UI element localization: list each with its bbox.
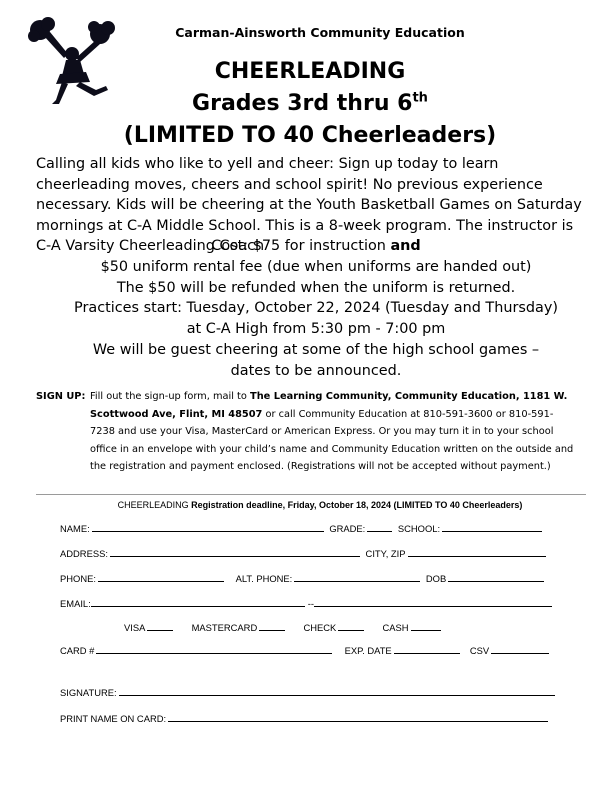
csv-field[interactable] <box>491 644 549 654</box>
card-number-label: CARD # <box>60 645 95 656</box>
alt-phone-label: ALT. PHONE: <box>235 573 293 584</box>
school-label: SCHOOL: <box>397 523 441 534</box>
email-separator: -- <box>307 598 314 609</box>
practice-location-line: at C-A High from 5:30 pm - 7:00 pm <box>186 321 446 338</box>
mastercard-label: MASTERCARD <box>191 622 258 633</box>
email-field-part-2[interactable] <box>314 597 552 607</box>
signup-body <box>90 406 590 476</box>
csv-label: CSV <box>469 645 490 656</box>
address-field[interactable] <box>110 547 360 557</box>
form-row-print-name <box>60 712 551 724</box>
grades-superscript: th <box>412 90 428 106</box>
form-row-email <box>60 597 555 609</box>
card-number-field[interactable] <box>96 644 332 654</box>
school-field[interactable] <box>442 522 542 532</box>
exp-date-field[interactable] <box>394 644 460 654</box>
form-row-name <box>60 522 545 534</box>
registration-deadline <box>60 500 580 510</box>
divider <box>36 494 586 495</box>
limit-heading: (LIMITED TO 40 Cheerleaders) <box>123 123 497 148</box>
address-label: ADDRESS: <box>60 548 108 559</box>
refund-line: The $50 will be refunded when the uniform is returned. <box>116 279 516 296</box>
cash-checkbox[interactable] <box>411 621 441 631</box>
phone-label: PHONE: <box>60 573 96 584</box>
signup-text-2: or call Community Education at 810-591-3600 or 810-591- <box>262 408 554 420</box>
signup-label: SIGN UP: <box>36 391 86 402</box>
deadline-text: Registration deadline, Friday, October 18, 2024 (LIMITED TO 40 Cheerleaders) <box>191 500 523 510</box>
signup-line-2 <box>90 406 590 424</box>
check-label: CHECK <box>303 622 337 633</box>
alt-phone-field[interactable] <box>294 572 420 582</box>
email-label: EMAIL: <box>60 598 91 609</box>
visa-checkbox[interactable] <box>147 621 173 631</box>
cost-line <box>60 236 572 257</box>
exp-date-label: EXP. DATE <box>344 645 392 656</box>
grade-field[interactable] <box>367 522 392 532</box>
mailing-address-2: Scottwood Ave, Flint, MI 48507 <box>90 408 263 420</box>
form-row-phone <box>60 572 547 584</box>
signup-text-1: Fill out the sign-up form, mail to <box>90 391 251 402</box>
dob-label: DOB <box>425 573 447 584</box>
email-field-part-1[interactable] <box>91 597 305 607</box>
cost-and: and <box>390 238 421 254</box>
form-row-address <box>60 547 549 559</box>
signature-label: SIGNATURE: <box>60 687 117 698</box>
practice-start-line: Practices start: Tuesday, October 22, 2024 (Tuesday and Thursday) <box>74 300 558 317</box>
mailing-address-1: The Learning Community, Community Education, 1181 W. <box>250 391 568 402</box>
grade-label: GRADE: <box>329 523 366 534</box>
signup-line-3: 7238 and use your Visa, MasterCard or American Express. Or you may turn it in to your school <box>90 426 554 438</box>
signup-line-4: office in an envelope with your child’s name and Community Education written on the outside and <box>90 443 574 455</box>
dob-field[interactable] <box>448 572 544 582</box>
phone-field[interactable] <box>98 572 224 582</box>
signup-line-5: the registration and payment enclosed. (Registrations will not be accepted without payment.) <box>90 461 551 473</box>
organization-name: Carman-Ainsworth Community Education <box>175 25 465 40</box>
check-checkbox[interactable] <box>338 621 364 631</box>
name-field[interactable] <box>92 522 324 532</box>
dates-line: dates to be announced. <box>230 362 402 379</box>
mastercard-checkbox[interactable] <box>259 621 285 631</box>
form-row-signature <box>60 686 558 698</box>
form-row-card <box>60 644 552 656</box>
form-row-payment <box>124 621 444 633</box>
cost-text: Cost: $75 for instruction <box>211 238 391 254</box>
uniform-fee-line: $50 uniform rental fee (due when uniforms are handed out) <box>100 258 532 275</box>
page-title: CHEERLEADING <box>214 59 406 84</box>
city-zip-field[interactable] <box>408 547 546 557</box>
cash-label: CASH <box>382 622 409 633</box>
program-details <box>60 236 572 382</box>
intro-paragraph: Calling all kids who like to yell and cheer: Sign up today to learn cheerleading moves, cheers and school spirit! No previous experience necessary. Kids will be cheering at the Youth Basketball Games on Saturday mornings at C-A Middle School. This is a 8-week program. The instructor is C-A Varsity Cheerleading Coach <box>36 156 582 254</box>
city-zip-label: CITY, ZIP <box>365 548 406 559</box>
signup-line-1 <box>90 388 590 406</box>
deadline-program: CHEERLEADING <box>117 500 192 510</box>
visa-label: VISA <box>124 622 146 633</box>
print-name-label: PRINT NAME ON CARD: <box>60 713 167 724</box>
name-label: NAME: <box>60 523 90 534</box>
grades-text: Grades 3rd thru 6 <box>192 91 413 116</box>
guest-cheering-line: We will be guest cheering at some of the high school games – <box>92 341 540 358</box>
grades-heading <box>100 90 520 118</box>
print-name-field[interactable] <box>168 712 548 722</box>
signature-field[interactable] <box>119 686 555 696</box>
